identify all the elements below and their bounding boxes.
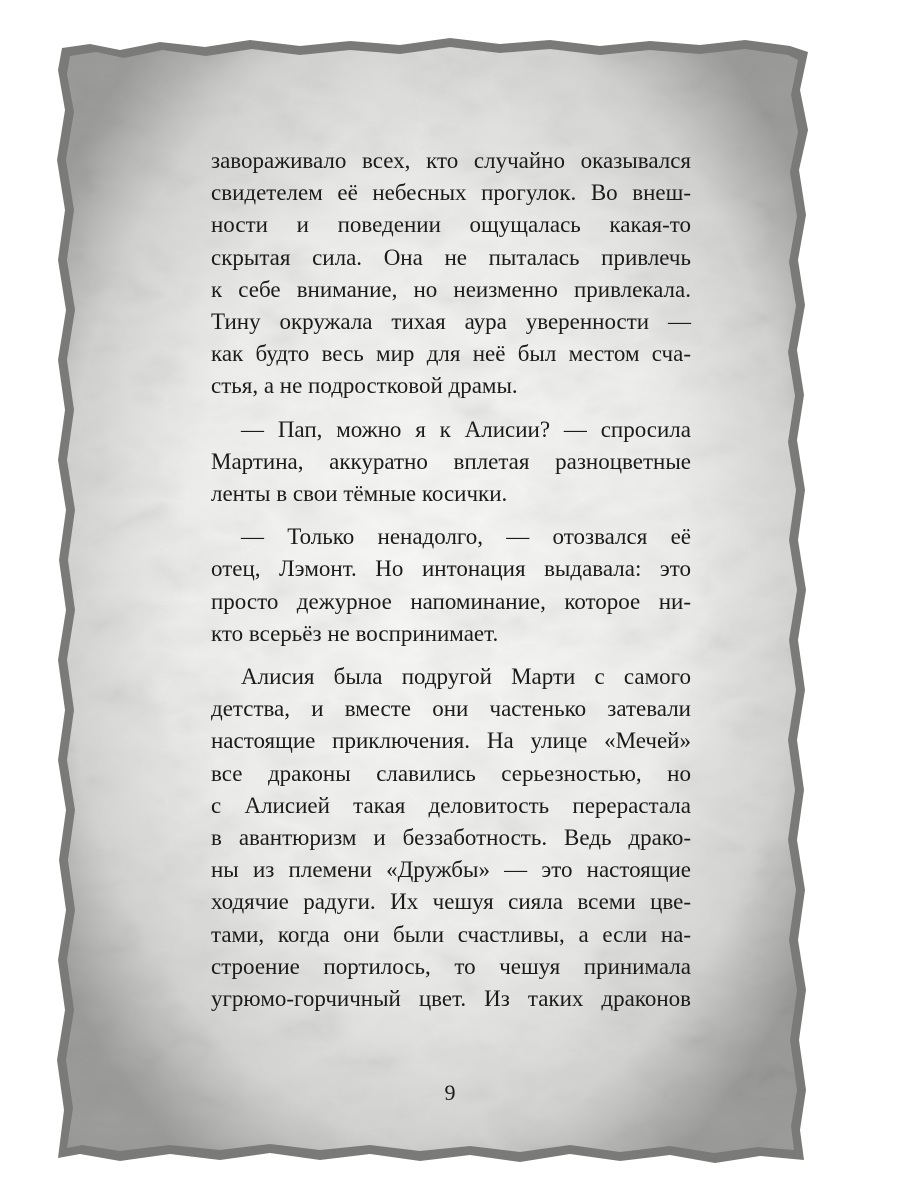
paragraph-2	[211, 414, 691, 511]
text-line: Тину окружала тихая аура уверенности —	[211, 309, 691, 335]
text-line: детства, и вместе они частенько затевали	[211, 696, 691, 722]
text-line: ходячие радуги. Их чешуя сияла всеми цве-	[211, 889, 691, 915]
page-number: 9	[444, 1080, 456, 1105]
text-line: — Только ненадолго, — отозвался её	[241, 524, 691, 550]
text-line: отец, Лэмонт. Но интонация выдавала: это	[211, 556, 691, 582]
text-line: угрюмо-горчичный цвет. Из таких драконов	[211, 986, 691, 1012]
paragraph-1	[211, 145, 691, 403]
text-line: свидетелем её небесных прогулок. Во внеш-	[211, 180, 691, 206]
text-line: ны из племени «Дружбы» — это настоящие	[211, 857, 691, 883]
paragraph-3	[211, 521, 691, 650]
text-line: скрытая сила. Она не пыталась привлечь	[211, 244, 691, 270]
text-line: строение портилось, то чешуя принимала	[211, 953, 691, 979]
text-line: просто дежурное напоминание, которое ни-	[211, 588, 691, 614]
body-text	[211, 145, 691, 1026]
text-line: кто всерьёз не воспринимает.	[211, 620, 499, 646]
paragraph-4	[211, 661, 691, 1015]
text-line: с Алисией такая деловитость перерастала	[211, 792, 691, 818]
text-line: — Пап, можно я к Алисии? — спросила	[241, 416, 691, 442]
text-line: Мартина, аккуратно вплетая разноцветные	[211, 448, 691, 474]
text-line: ности и поведении ощущалась какая-то	[211, 212, 691, 238]
text-line: все драконы славились серьезностью, но	[211, 760, 691, 786]
text-line: к себе внимание, но неизменно привлекала.	[211, 276, 691, 302]
text-line: настоящие приключения. На улице «Мечей»	[211, 728, 691, 754]
text-line: тами, когда они были счастливы, а если на-	[211, 921, 691, 947]
text-line: как будто весь мир для неё был местом сча-	[211, 341, 691, 367]
text-line: Алисия была подругой Марти с самого	[241, 664, 691, 690]
text-line: в авантюризм и беззаботность. Ведь драко-	[211, 825, 691, 851]
text-line: завораживало всех, кто случайно оказывался	[211, 148, 691, 173]
text-line: ленты в свои тёмные косички.	[211, 481, 508, 507]
text-line: стья, а не подростковой драмы.	[211, 373, 518, 399]
